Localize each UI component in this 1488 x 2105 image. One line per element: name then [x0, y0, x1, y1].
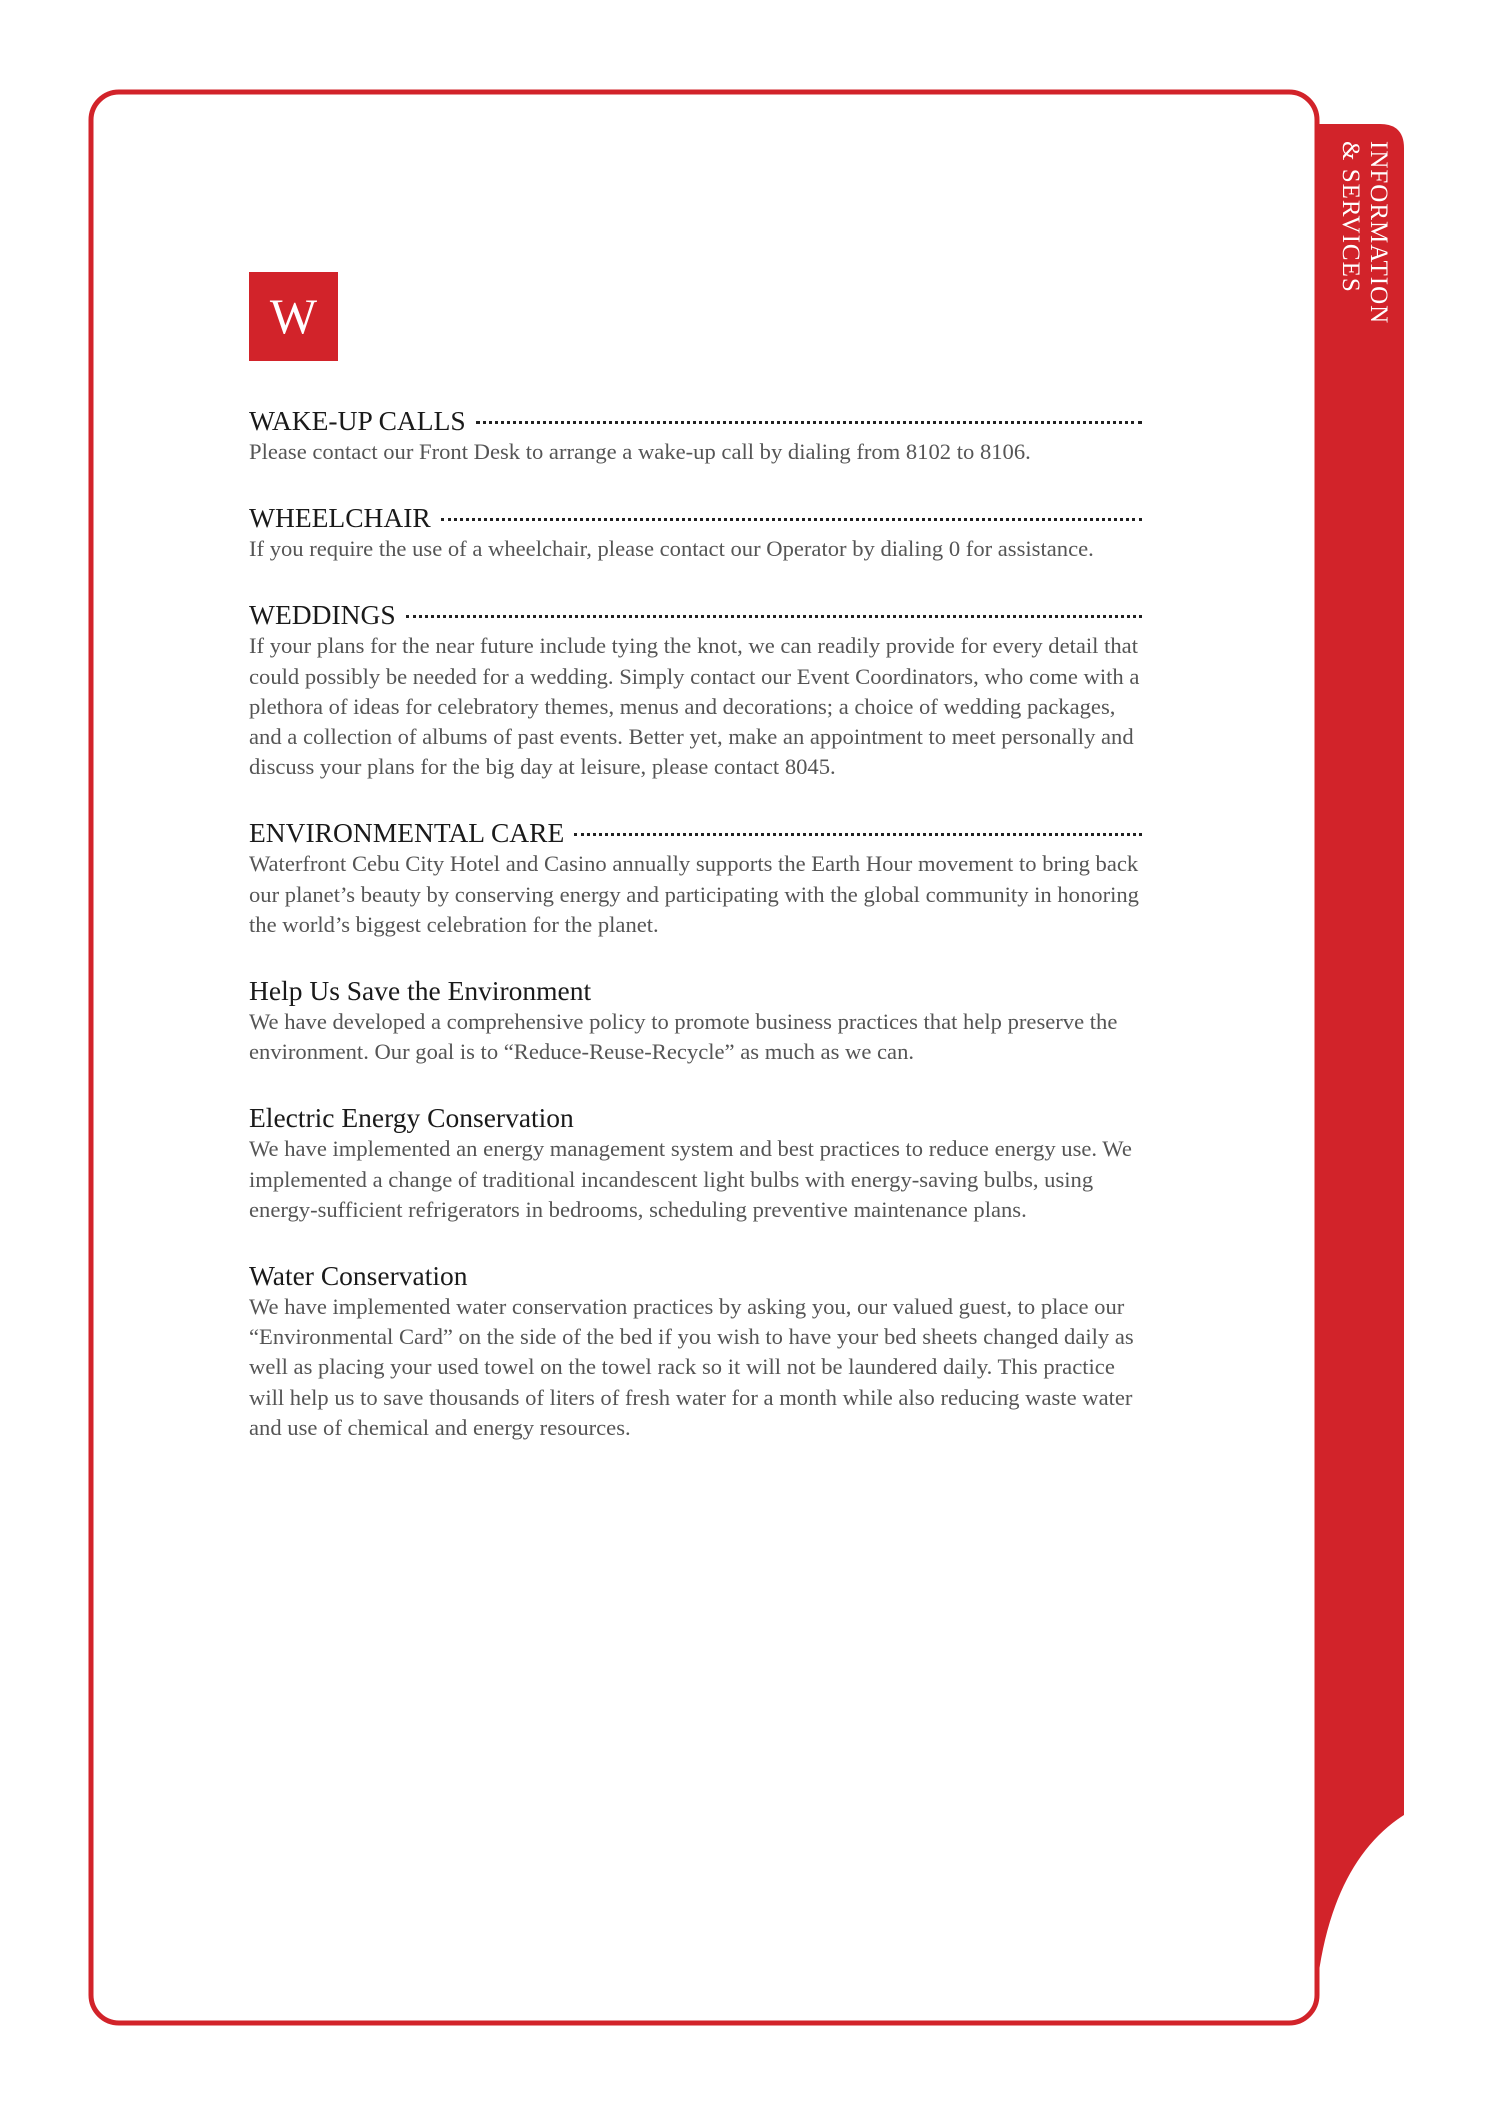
- letter-badge: W: [249, 272, 338, 361]
- section-heading: WHEELCHAIR: [249, 502, 431, 534]
- content: [249, 404, 1149, 1477]
- subsection-heading: Water Conservation: [249, 1260, 468, 1292]
- section-heading: ENVIRONMENTAL CARE: [249, 817, 565, 849]
- side-tab-line-2: & SERVICES: [1337, 141, 1364, 293]
- dot-leader: [476, 421, 1142, 424]
- section-weddings: [249, 598, 1149, 782]
- section-body: Waterfront Cebu City Hotel and Casino annually supports the Earth Hour movement to bring back our planet’s beauty by conserving energy and participating with the global community in honoring the world’s biggest celebration for the planet.: [249, 851, 1139, 937]
- subsection-water-conservation: [249, 1259, 1149, 1443]
- section-heading-row: [249, 404, 1142, 437]
- side-tab-line-1: INFORMATION: [1365, 141, 1392, 325]
- section-environmental-care: [249, 816, 1149, 940]
- section-heading: WAKE-UP CALLS: [249, 405, 466, 436]
- section-wake-up-calls: [249, 404, 1149, 467]
- dot-leader: [574, 833, 1142, 836]
- section-wheelchair: [249, 501, 1149, 564]
- subsection-heading: Help Us Save the Environment: [249, 975, 592, 1007]
- section-body: Please contact our Front Desk to arrange a wake-up call by dialing from 8102 to 8106.: [249, 439, 1031, 464]
- subsection-electric-energy: [249, 1101, 1149, 1225]
- section-heading: WEDDINGS: [249, 599, 396, 631]
- subsection-help-save-environment: [249, 974, 1149, 1067]
- dot-leader: [406, 615, 1142, 618]
- section-body: If you require the use of a wheelchair, please contact our Operator by dialing 0 for assistance.: [249, 536, 1094, 562]
- subsection-heading: Electric Energy Conservation: [249, 1102, 574, 1134]
- section-heading-row: [249, 816, 1142, 849]
- section-heading-row: [249, 598, 1142, 631]
- subsection-body: We have implemented an energy management system and best practices to reduce energy use. We implemented a change of traditional incandescent light bulbs with energy-saving bulbs, using energy-sufficient refrigerators in bedrooms, scheduling preventive maintenance plans.: [249, 1136, 1132, 1222]
- dot-leader: [441, 518, 1142, 521]
- section-heading-row: [249, 501, 1142, 534]
- side-tab-label: [1332, 141, 1392, 481]
- subsection-body: We have developed a comprehensive policy to promote business practices that help preserve the environment. Our goal is to “Reduce-Reuse-Recycle” as much as we can.: [249, 1009, 1118, 1065]
- section-body: If your plans for the near future include tying the knot, we can readily provide for every detail that could possibly be needed for a wedding. Simply contact our Event Coordinators, who come with a plethora of ideas for celebratory themes, menus and decorations; a choice of wedding packages, and a collection of albums of past events. Better yet, make an appointment to meet personally and discuss your plans for the big day at leisure, please contact 8045.: [249, 633, 1140, 780]
- subsection-body: We have implemented water conservation practices by asking you, our valued guest, to place our “Environmental Card” on the side of the bed if you wish to have your bed sheets changed daily as well as placing your used towel on the towel rack so it will not be laundered daily. This practice will help us to save thousands of liters of fresh water for a month while also reducing waste water and use of chemical and energy resources.: [249, 1294, 1134, 1440]
